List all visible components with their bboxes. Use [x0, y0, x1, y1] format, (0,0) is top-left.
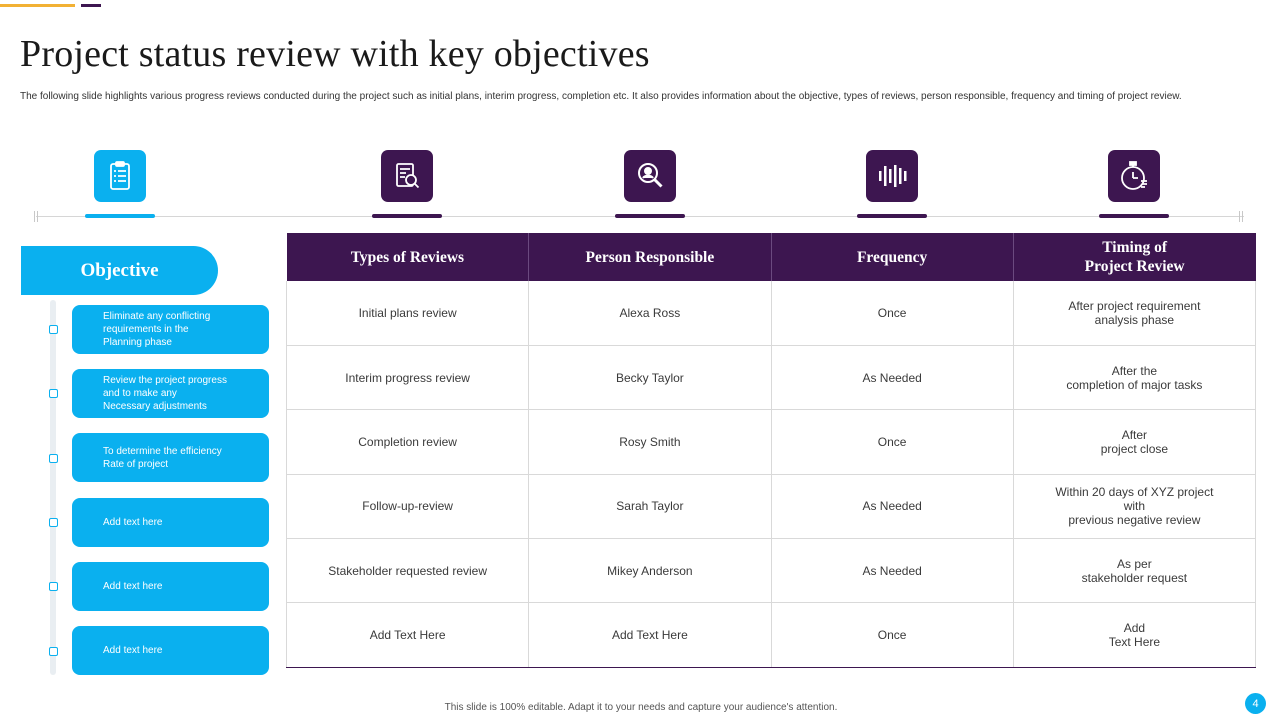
- objective-bullet: [49, 325, 58, 334]
- cell-person: Add Text Here: [529, 603, 771, 667]
- cell-timing: After the completion of major tasks: [1013, 345, 1255, 409]
- cell-person: Alexa Ross: [529, 281, 771, 345]
- timeline-cap: [34, 211, 35, 222]
- timeline-marker: [615, 214, 685, 218]
- cell-person: Mikey Anderson: [529, 539, 771, 603]
- column-header-timing: Timing of Project Review: [1013, 233, 1255, 281]
- table-row: [287, 410, 1256, 474]
- cell-timing: After project requirement analysis phase: [1013, 281, 1255, 345]
- top-accent-gold: [0, 4, 75, 7]
- cell-review-type: Interim progress review: [287, 345, 529, 409]
- report-search-icon: [381, 150, 433, 202]
- table-row: [287, 474, 1256, 538]
- objective-heading: [21, 246, 218, 295]
- objective-bullet: [49, 389, 58, 398]
- review-table: [286, 233, 1256, 668]
- objective-rail: [50, 300, 56, 675]
- timeline-cap: [37, 211, 38, 222]
- cell-frequency: Once: [771, 410, 1013, 474]
- objective-bullet: [49, 582, 58, 591]
- cell-frequency: As Needed: [771, 345, 1013, 409]
- objective-bullet: [49, 454, 58, 463]
- cell-frequency: Once: [771, 603, 1013, 667]
- table-row: [287, 539, 1256, 603]
- cell-frequency: As Needed: [771, 474, 1013, 538]
- objective-item-text: Review the project progress and to make any Necessary adjustments: [103, 375, 227, 412]
- objective-item: [72, 369, 269, 418]
- column-header-frequency: Frequency: [771, 233, 1013, 281]
- cell-frequency: Once: [771, 281, 1013, 345]
- cell-timing: After project close: [1013, 410, 1255, 474]
- bar-frequency-icon: [866, 150, 918, 202]
- objective-item-text: To determine the efficiency Rate of project: [103, 445, 222, 470]
- cell-timing: As per stakeholder request: [1013, 539, 1255, 603]
- cell-review-type: Follow-up-review: [287, 474, 529, 538]
- table-row: [287, 281, 1256, 345]
- cell-person: Rosy Smith: [529, 410, 771, 474]
- table-header-row: [287, 233, 1256, 281]
- timeline-marker: [372, 214, 442, 218]
- timeline-marker: [857, 214, 927, 218]
- objective-bullet: [49, 518, 58, 527]
- table-row: [287, 603, 1256, 667]
- objective-item: [72, 626, 269, 675]
- cell-person: Sarah Taylor: [529, 474, 771, 538]
- timeline-cap: [1239, 211, 1240, 222]
- column-header-type: Types of Reviews: [287, 233, 529, 281]
- objective-item: [72, 562, 269, 611]
- objective-heading-label: Objective: [80, 259, 159, 281]
- cell-person: Becky Taylor: [529, 345, 771, 409]
- stopwatch-icon: [1108, 150, 1160, 202]
- slide-title: Project status review with key objectives: [20, 33, 650, 75]
- cell-review-type: Stakeholder requested review: [287, 539, 529, 603]
- cell-timing: Within 20 days of XYZ project with previous negative review: [1013, 474, 1255, 538]
- objective-item-text: Add text here: [103, 645, 163, 656]
- cell-review-type: Completion review: [287, 410, 529, 474]
- table-row: [287, 345, 1256, 409]
- slide-footer: This slide is 100% editable. Adapt it to your needs and capture your audience's attention.: [444, 702, 838, 713]
- timeline-marker: [85, 214, 155, 218]
- timeline-marker: [1099, 214, 1169, 218]
- clipboard-checklist-icon: [94, 150, 146, 202]
- slide-subtitle: The following slide highlights various progress reviews conducted during the project such as initial plans, interim progress, completion etc. It also provides information about the objective, types of reviews, person responsible, frequency and timing of project review.: [20, 91, 1182, 102]
- objective-item: [72, 305, 269, 354]
- objective-item-text: Add text here: [103, 517, 163, 528]
- objective-bullet: [49, 647, 58, 656]
- cell-review-type: Initial plans review: [287, 281, 529, 345]
- cell-review-type: Add Text Here: [287, 603, 529, 667]
- top-accent-purple: [81, 4, 101, 7]
- timeline-cap: [1242, 211, 1243, 222]
- cell-frequency: As Needed: [771, 539, 1013, 603]
- objective-item-text: Add text here: [103, 581, 163, 592]
- objective-item: [72, 433, 269, 482]
- objective-item: [72, 498, 269, 547]
- cell-timing: Add Text Here: [1013, 603, 1255, 667]
- column-header-person: Person Responsible: [529, 233, 771, 281]
- magnifier-user-icon: [624, 150, 676, 202]
- page-number-badge: 4: [1245, 693, 1266, 714]
- objective-item-text: Eliminate any conflicting requirements in the Planning phase: [103, 311, 211, 348]
